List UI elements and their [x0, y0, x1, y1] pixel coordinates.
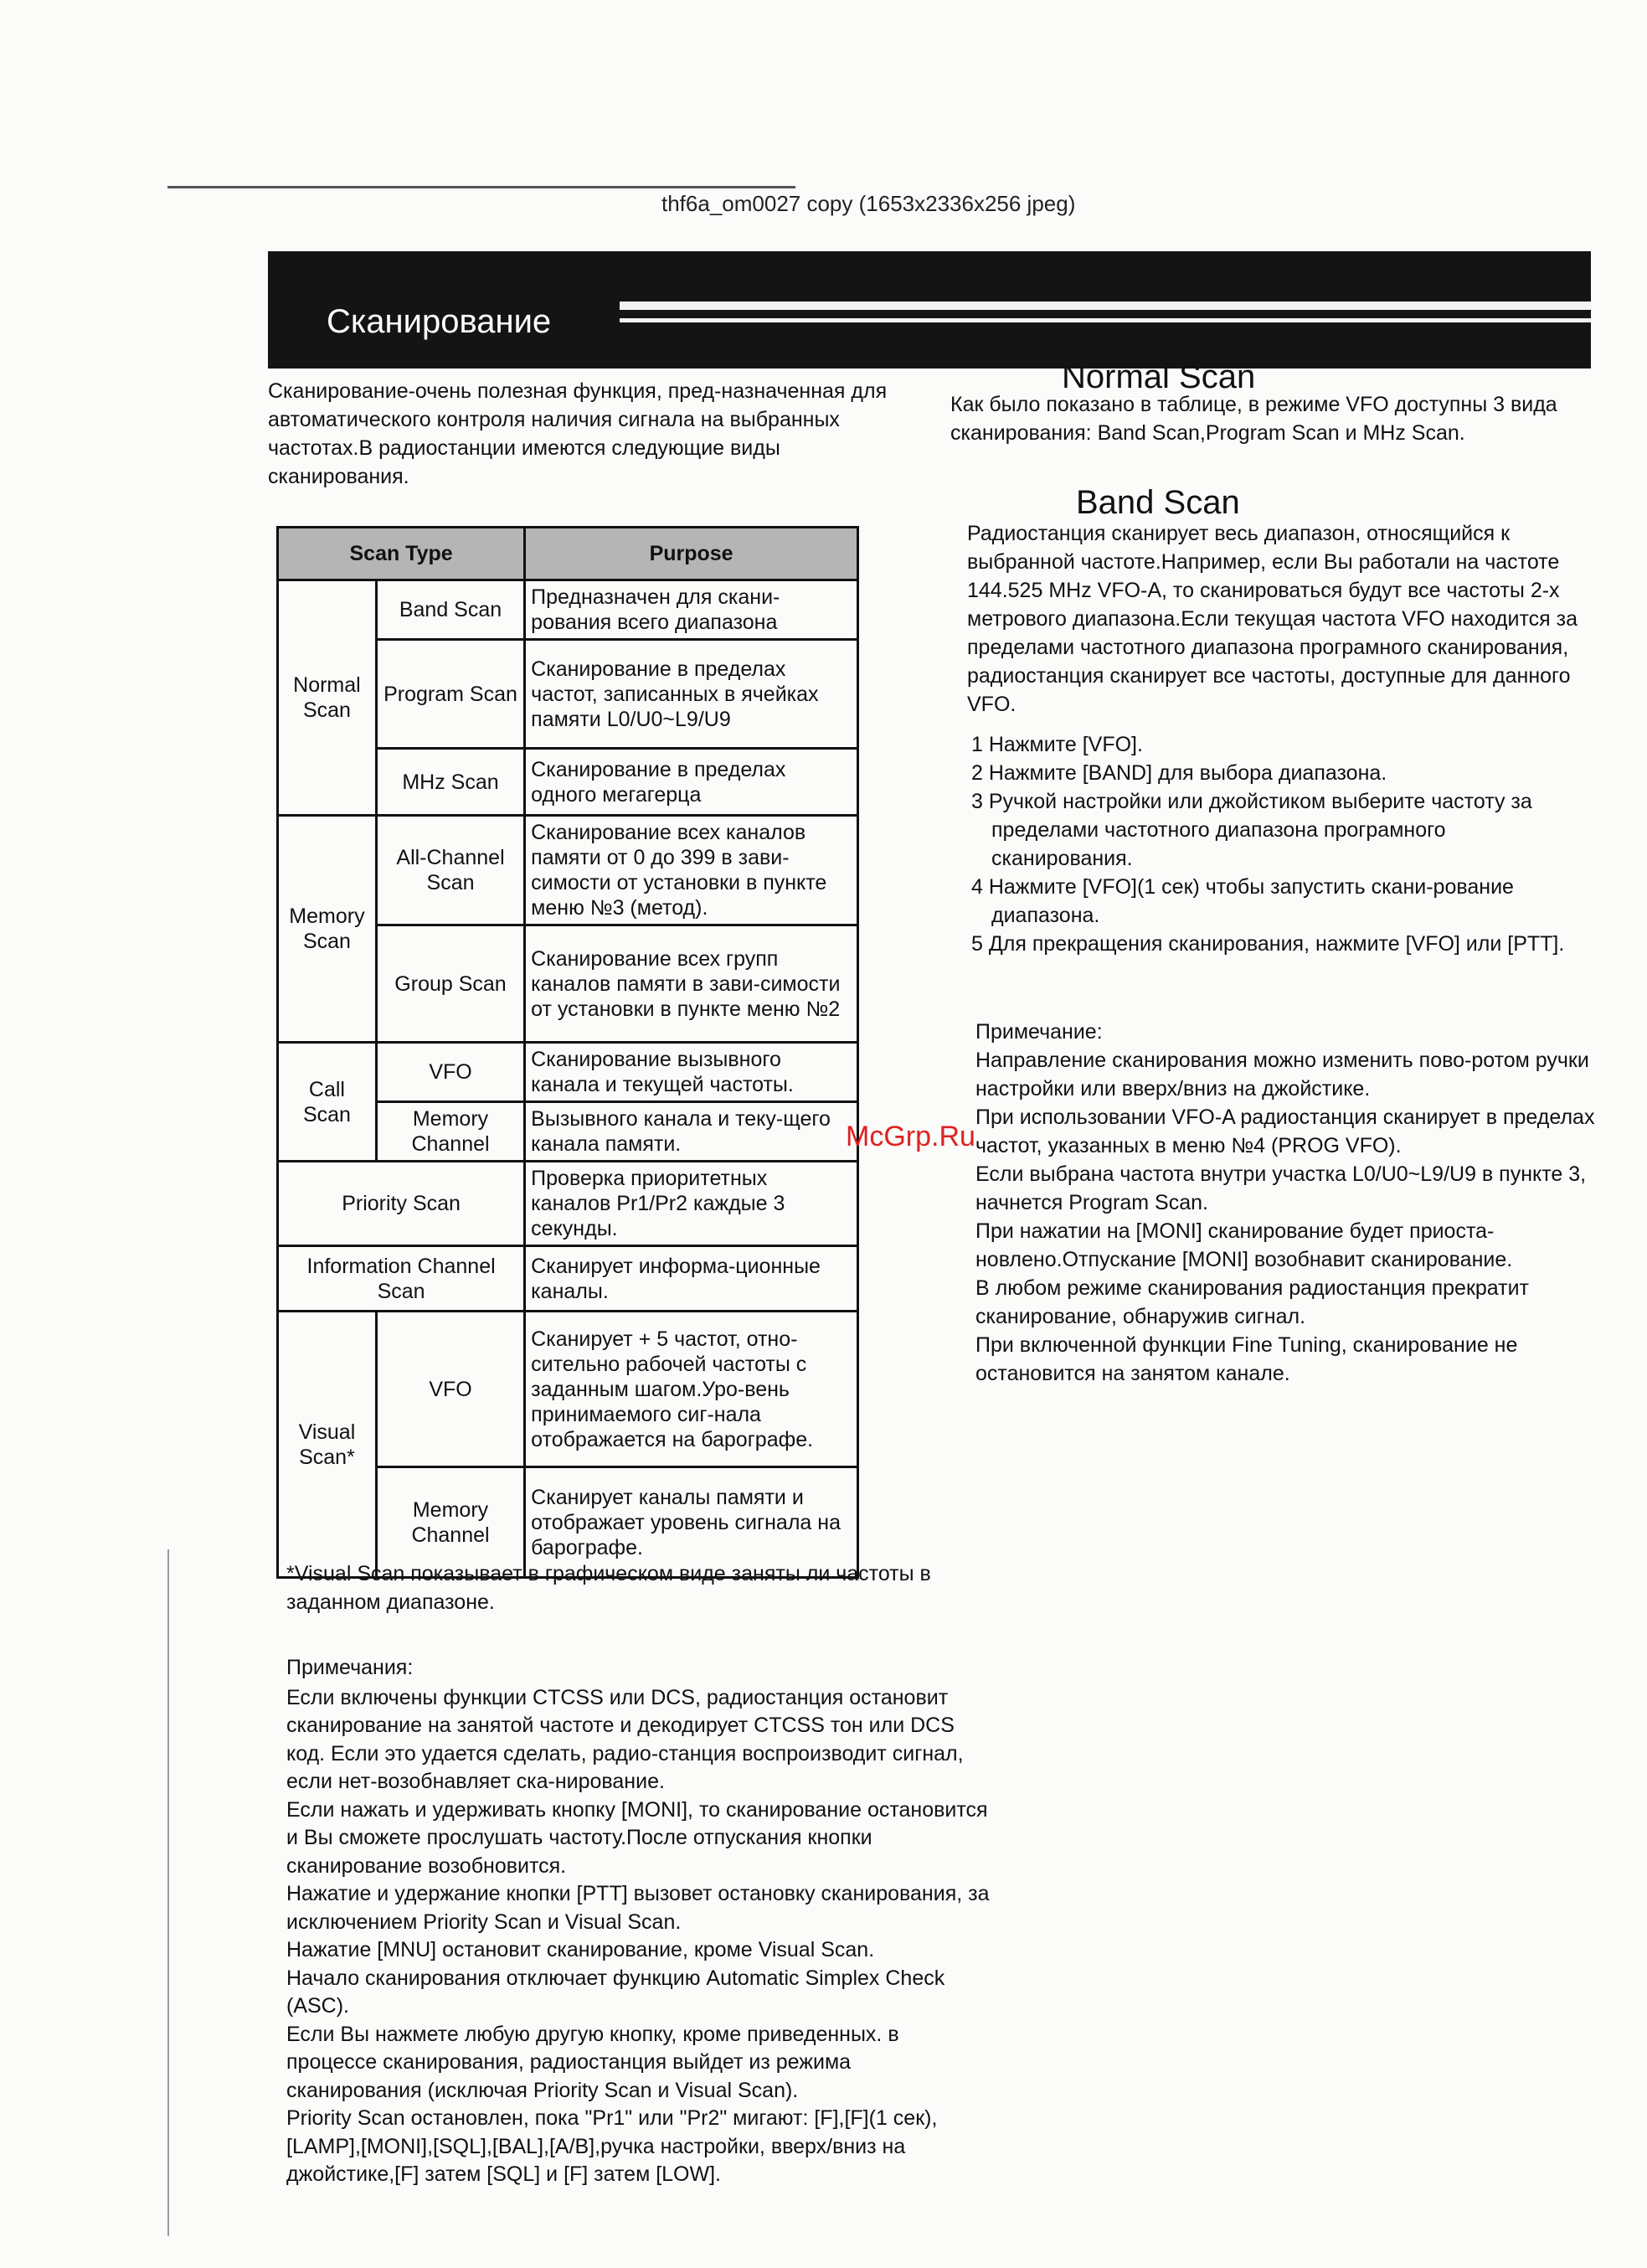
row-label-mhz-scan: MHz Scan	[376, 749, 524, 816]
note-paragraph: При нажатии на [MONI] сканирование будет приоста-новлено.Отпускание [MONI] возобнавит сканирование.	[975, 1219, 1513, 1271]
note-paragraph: Если нажать и удерживать кнопку [MONI], то сканирование остановится и Вы сможете прослушать частоту.После отпускания кнопки сканирование возобновится.	[286, 1797, 988, 1878]
col-header-purpose: Purpose	[525, 528, 858, 580]
step-item: 3 Ручкой настройки или джойстиком выберите частоту за пределами частотного диапазона програмного сканирования.	[971, 790, 1532, 870]
row-label-visual-memory: Memory Channel	[376, 1467, 524, 1578]
row-purpose-all-channel-scan: Сканирование всех каналов памяти от 0 до 399 в зави-симости от установки в пункте меню №3 (метод).	[525, 816, 858, 925]
section-title: Сканирование	[327, 303, 552, 340]
row-label-call-memory: Memory Channel	[376, 1102, 524, 1162]
step-item: 5 Для прекращения сканирования, нажмите [VFO] или [PTT].	[971, 932, 1565, 956]
note-paragraph: При использовании VFO-A радиостанция сканирует в пределах частот, указанных в меню №4 (PROG VFO).	[975, 1106, 1595, 1157]
site-watermark: McGrp.Ru	[846, 1121, 975, 1152]
row-purpose-call-vfo: Сканирование вызывного канала и текущей частоты.	[525, 1043, 858, 1102]
row-purpose-mhz-scan: Сканирование в пределах одного мегагерца	[525, 749, 858, 816]
scan-margin-line	[167, 1549, 169, 2236]
note-paragraph: При включенной функции Fine Tuning, сканирование не остановится на занятом канале.	[975, 1333, 1518, 1385]
row-label-group-scan: Group Scan	[376, 925, 524, 1043]
table-row	[278, 1043, 858, 1102]
row-label-band-scan: Band Scan	[376, 580, 524, 640]
row-label-program-scan: Program Scan	[376, 640, 524, 749]
band-scan-steps	[971, 730, 1591, 958]
scan-types-table	[276, 526, 859, 1579]
normal-scan-heading: Normal Scan	[1062, 358, 1256, 395]
table-row	[278, 816, 858, 925]
group-normal-scan: Normal Scan	[278, 580, 377, 816]
table-row	[278, 1246, 858, 1312]
note-paragraph: Направление сканирования можно изменить пово-ротом ручки настройки или вверх/вниз на джойстике.	[975, 1049, 1589, 1100]
notes-left-heading: Примечания:	[286, 1656, 414, 1679]
note-paragraph: Нажатие и удержание кнопки [PTT] вызовет остановку сканирования, за исключением Priority Scan и Visual Scan.	[286, 1882, 990, 1934]
note-paragraph: Если выбрана частота внутри участка L0/U0~L9/U9 в пункте 3, начнется Program Scan.	[975, 1162, 1587, 1214]
intro-paragraph: Сканирование-очень полезная функция, пред-назначенная для автоматического контроля наличия сигнала на выбранных частотах.В радиостанции имеются следующие виды сканирования.	[268, 379, 888, 488]
row-label-all-channel-scan: All-Channel Scan	[376, 816, 524, 925]
banner-stripe	[620, 318, 1591, 322]
row-purpose-call-memory: Вызывного канала и теку-щего канала памяти.	[525, 1102, 858, 1162]
row-purpose-band-scan: Предназначен для скани-рования всего диапазона	[525, 580, 858, 640]
note-paragraph: В любом режиме сканирования радиостанция прекратит сканирование, обнаружив сигнал.	[975, 1276, 1530, 1328]
row-purpose-visual-vfo: Сканирует + 5 частот, отно-сительно рабочей частоты с заданным шагом.Уро-вень принимаемого сиг-нала отображается на барографе.	[525, 1312, 858, 1467]
group-call-scan: Call Scan	[278, 1043, 377, 1162]
table-row	[278, 1312, 858, 1467]
table-row	[278, 1162, 858, 1246]
normal-scan-text: Как было показано в таблице, в режиме VFO доступны 3 вида сканирования: Band Scan,Program Scan и MHz Scan.	[950, 393, 1557, 445]
table-header-row	[278, 528, 858, 580]
row-purpose-info-channel-scan: Сканирует информа-ционные каналы.	[525, 1246, 858, 1312]
row-label-call-vfo: VFO	[376, 1043, 524, 1102]
row-label-info-channel-scan: Information Channel Scan	[278, 1246, 525, 1312]
band-scan-text: Радиостанция сканирует весь диапазон, относящийся к выбранной частоте.Например, если Вы работали на частоте 144.525 MHz VFO-A, то сканироваться будут все частоты 2-х метрового диапазона.Если текущая частота VFO находится за пределами частотного диапазона програмного сканирования, радиостанция сканирует все частоты, доступные для данного VFO.	[967, 522, 1578, 716]
note-paragraph: Priority Scan остановлен, пока "Pr1" или "Pr2" мигают: [F],[F](1 сек),[LAMP],[MONI],[SQL],[BAL],[A/B],ручка настройки, вверх/вниз на джойстике,[F] затем [SQL] и [F] затем [LOW].	[286, 2106, 938, 2186]
note-paragraph: Если включены функции CTCSS или DCS, радиостанция остановит сканирование на занятой частоте и декодирует CTCSS тон или DCS код. Если это удается сделать, радио-станция воспроизводит сигнал, если нет-возобнавляет ска-нирование.	[286, 1685, 964, 1793]
row-label-priority-scan: Priority Scan	[278, 1162, 525, 1246]
note-right	[975, 1018, 1595, 1388]
table-footnote: *Visual Scan показывает в графическом виде заняты ли частоты в заданном диапазоне.	[286, 1562, 931, 1614]
note-paragraph: Если Вы нажмете любую другую кнопку, кроме приведенных. в процессе сканирования, радиостанция выйдет из режима сканирования (исключая Priority Scan и Visual Scan).	[286, 2022, 899, 2102]
row-purpose-group-scan: Сканирование всех групп каналов памяти в зави-симости от установки в пункте меню №2	[525, 925, 858, 1043]
step-item: 2 Нажмите [BAND] для выбора диапазона.	[971, 761, 1387, 785]
note-paragraph: Нажатие [MNU] остановит сканирование, кроме Visual Scan.	[286, 1938, 875, 1961]
banner-stripe	[620, 302, 1591, 310]
band-scan-heading: Band Scan	[1076, 484, 1240, 521]
col-header-scan-type: Scan Type	[278, 528, 525, 580]
step-item: 4 Нажмите [VFO](1 сек) чтобы запустить скани-рование диапазона.	[971, 875, 1514, 927]
row-label-visual-vfo: VFO	[376, 1312, 524, 1467]
notes-left	[286, 1654, 990, 2189]
note-right-heading: Примечание:	[975, 1020, 1103, 1044]
table-row	[278, 580, 858, 640]
file-label: thf6a_om0027 copy (1653x2336x256 jpeg)	[661, 191, 1076, 216]
note-paragraph: Начало сканирования отключает функцию Automatic Simplex Check (ASC).	[286, 1966, 945, 2018]
group-visual-scan: Visual Scan*	[278, 1312, 377, 1578]
row-purpose-visual-memory: Сканирует каналы памяти и отображает уровень сигнала на барографе.	[525, 1467, 858, 1578]
row-purpose-priority-scan: Проверка приоритетных каналов Pr1/Pr2 каждые 3 секунды.	[525, 1162, 858, 1246]
step-item: 1 Нажмите [VFO].	[971, 733, 1143, 756]
row-purpose-program-scan: Сканирование в пределах частот, записанных в ячейках памяти L0/U0~L9/U9	[525, 640, 858, 749]
section-banner	[268, 251, 1591, 369]
top-rule	[167, 186, 795, 188]
group-memory-scan: Memory Scan	[278, 816, 377, 1043]
